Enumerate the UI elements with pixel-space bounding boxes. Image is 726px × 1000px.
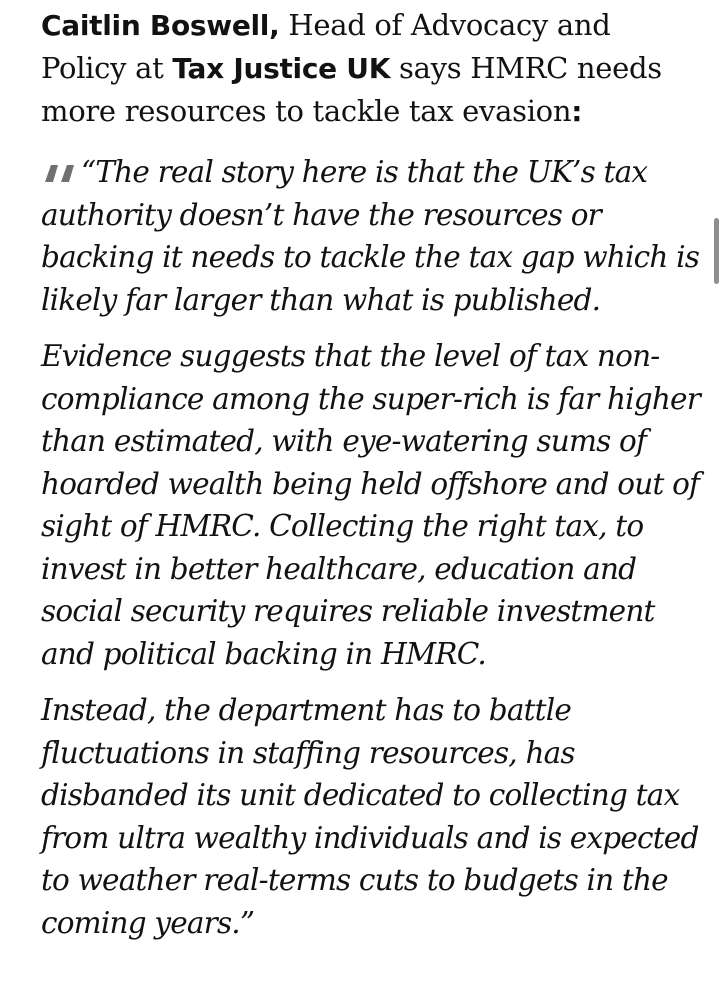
speaker-role-prefix: Head of Advocacy and Policy at — [41, 8, 611, 85]
speaker-name: Caitlin Boswell, — [41, 9, 280, 42]
intro-colon: : — [571, 95, 583, 128]
quote-paragraph-2: Evidence suggests that the level of tax non-compliance among the super-rich is far higher than estimated, with eye-watering sums of hoarded wealth being held offshore and out of sight of HMRC. Collecting the right tax, to invest in better healthcare, education and social security requires reliable investment and political backing in HMRC. — [41, 339, 701, 671]
speaker-role-suffix: says HMRC needs more resources to tackle tax evasion — [41, 51, 662, 128]
quote-paragraph-1-text: “The real story here is that the UK’s tax authority doesn’t have the resources or backing it needs to tackle the tax gap which is likely far larger than what is published. — [41, 155, 700, 317]
organisation-name: Tax Justice UK — [172, 52, 391, 85]
article-body — [41, 4, 701, 958]
quote-paragraph-1 — [41, 151, 701, 321]
quote-paragraph-3: Instead, the department has to battle fluctuations in staffing resources, has disbanded its unit dedicated to collecting tax from ultra wealthy individuals and is expected to weather real-terms cuts to budgets in the coming years.” — [41, 693, 699, 940]
scrollbar-thumb[interactable] — [714, 218, 719, 284]
intro-paragraph — [41, 4, 701, 133]
quote-mark-icon — [41, 152, 79, 174]
blockquote — [41, 151, 701, 944]
